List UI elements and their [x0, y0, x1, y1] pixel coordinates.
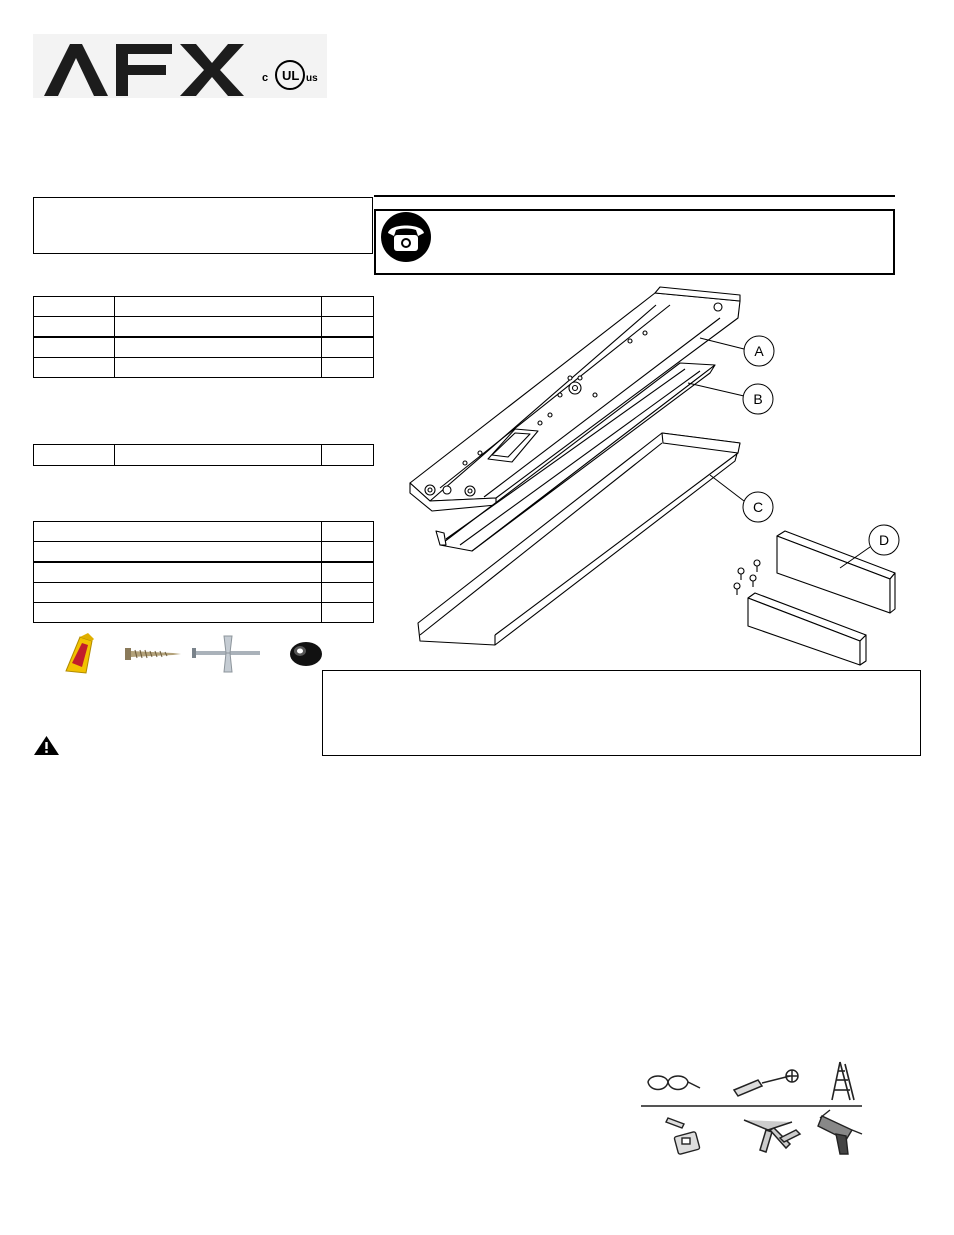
wood-screw-icon: [125, 645, 181, 663]
electrical-tape-icon: [288, 640, 324, 668]
accessory-table: [33, 444, 374, 466]
pliers-icon: [744, 1120, 800, 1152]
screwdriver-icon: [734, 1070, 798, 1096]
ladder-icon: [832, 1062, 854, 1100]
table-row: [34, 542, 374, 563]
afx-logo: [44, 44, 244, 96]
safety-glasses-icon: [648, 1076, 700, 1090]
tools-divider: [641, 1105, 862, 1107]
hardware-table: [33, 521, 374, 623]
end-caps-part-d: [748, 531, 895, 665]
callout-c: C: [752, 499, 764, 515]
fixture-exploded-diagram: [400, 283, 920, 668]
info-box: [33, 197, 373, 254]
ul-text: UL: [282, 68, 300, 83]
warning-icon: [33, 735, 60, 756]
tools-illustration: [640, 1060, 864, 1158]
callout-d: D: [878, 532, 890, 548]
power-drill-icon: [818, 1110, 862, 1154]
callout-a: A: [754, 343, 764, 359]
table-row: [34, 603, 374, 623]
end-cap-screws: [734, 560, 760, 595]
table-row: [34, 583, 374, 603]
table-row: [34, 358, 374, 378]
toggle-bolt-icon: [192, 634, 260, 674]
ul-c-text: c: [262, 72, 269, 84]
table-row: [34, 522, 374, 542]
table-row: [34, 297, 374, 317]
ul-us-text: us: [306, 73, 318, 84]
support-top-rule: [374, 195, 895, 197]
table-row: [34, 562, 374, 583]
support-box: [374, 209, 895, 275]
phone-icon: [378, 211, 434, 263]
table-row: [34, 337, 374, 358]
note-box: [322, 670, 921, 756]
ul-certification-mark: [262, 57, 320, 93]
parts-table: [33, 296, 374, 378]
wire-stripper-icon: [666, 1118, 700, 1155]
table-row: [34, 317, 374, 338]
table-row: [34, 445, 374, 466]
callout-b: B: [753, 391, 763, 407]
wire-connector-icon: [58, 633, 106, 675]
